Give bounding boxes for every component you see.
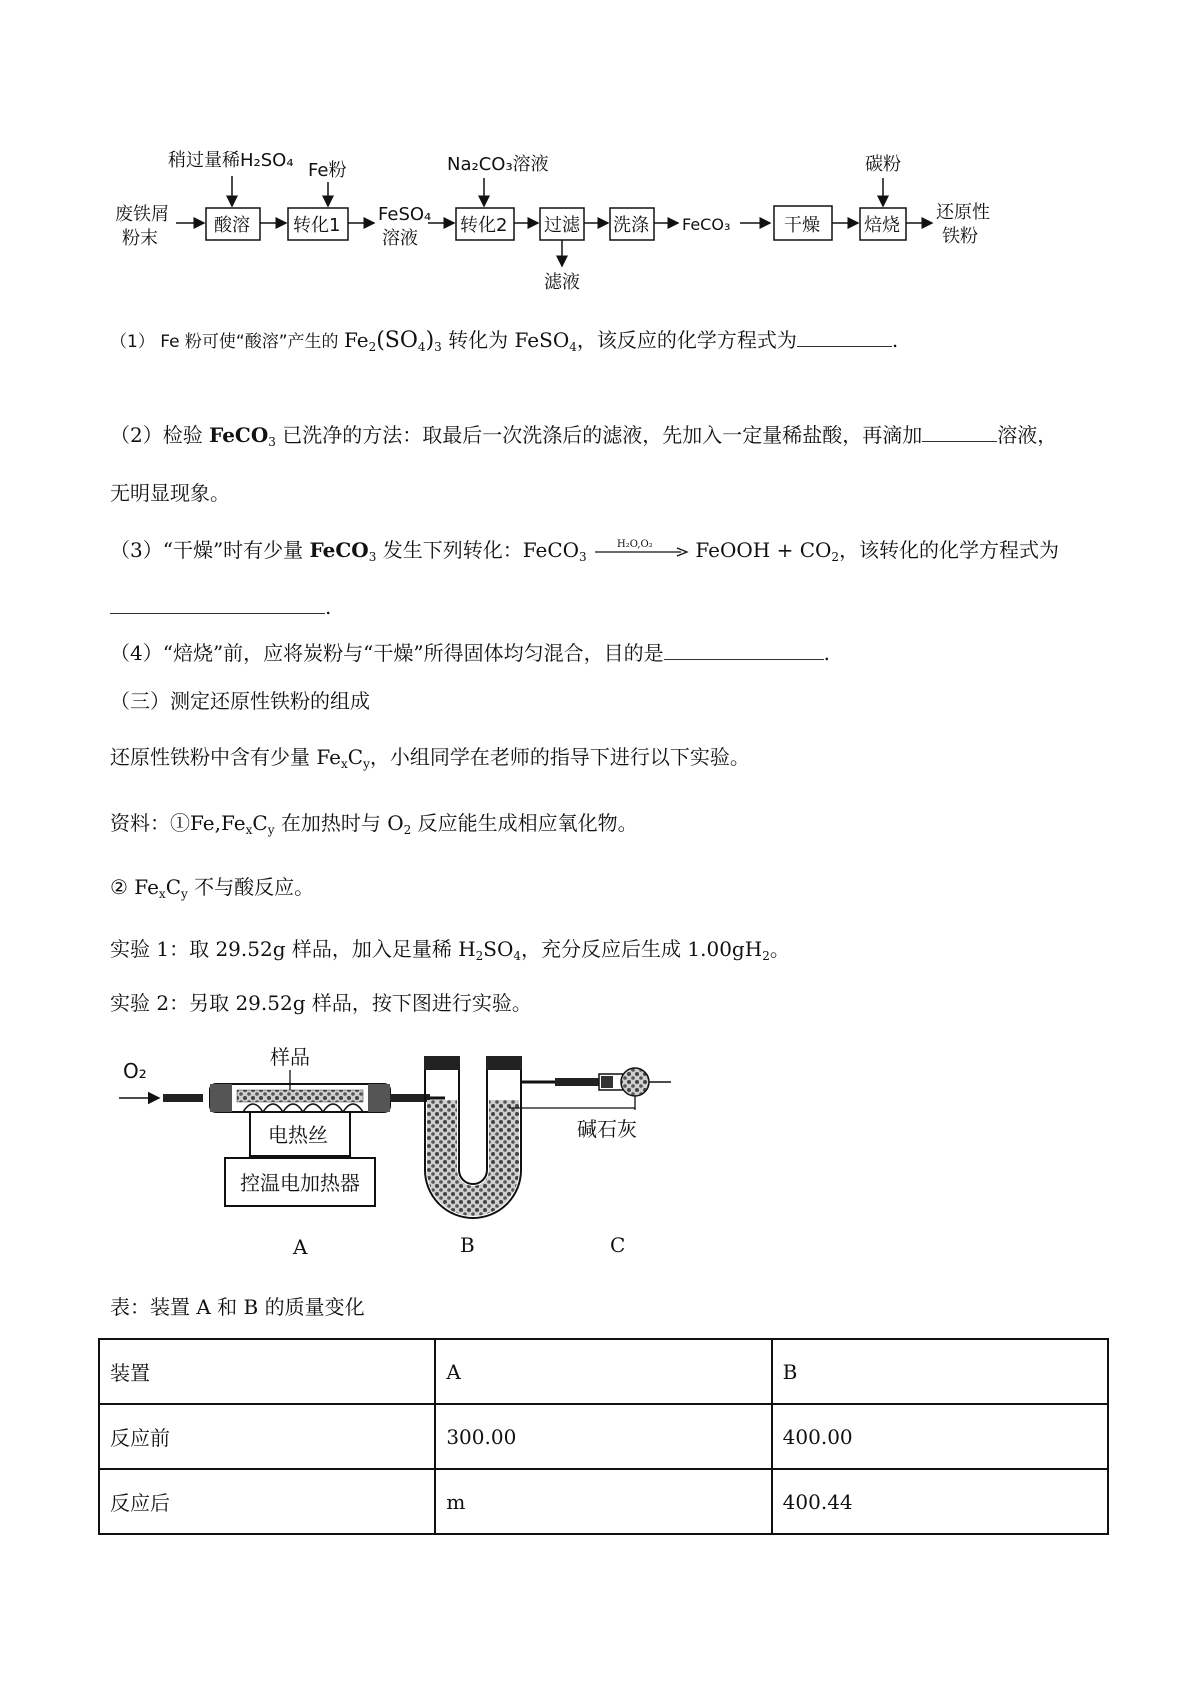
info2-prefix: ② xyxy=(110,875,128,899)
q1-close: ) xyxy=(425,328,435,353)
label-a: A xyxy=(293,1235,308,1259)
q1-prefix: （1） Fe 粉可使“酸溶”产生的 xyxy=(110,332,344,352)
exp1-prefix: 实验 1：取 29.52g 样品，加入足量稀 H xyxy=(110,937,476,961)
table-row xyxy=(99,1404,1108,1469)
q1-formula-feso4: FeSO xyxy=(514,328,570,352)
table-cell: 装置 xyxy=(99,1339,435,1404)
intermediate-feco3: FeCO₃ xyxy=(682,215,731,234)
exp1-mid2: ，充分反应后生成 1.00gH xyxy=(521,937,763,961)
table-row xyxy=(99,1469,1108,1534)
q3-reactant: FeCO xyxy=(522,538,580,562)
table-cell: 400.44 xyxy=(772,1469,1108,1534)
q2-sub: 3 xyxy=(268,435,276,449)
step-convert1: 转化1 xyxy=(293,215,341,236)
exp1-sub3: 2 xyxy=(762,949,770,963)
step-convert2: 转化2 xyxy=(460,215,508,236)
reaction-arrow xyxy=(593,538,689,562)
question-2-line2 xyxy=(110,478,230,508)
q3-sub: 3 xyxy=(368,550,377,564)
q2-line2: 无明显现象。 xyxy=(110,481,230,505)
section3-info1: 资料：$①Fe,Fe_xC_y$ 在加热时与 $O_2$ 反应能生成相应氧化物。 xyxy=(110,811,638,837)
q3-product-sub: 2 xyxy=(831,550,840,564)
arrow-condition: H₂O,O₂ xyxy=(617,538,653,550)
drying-tube-bulb xyxy=(621,1068,649,1096)
info1-sub: 2 xyxy=(403,823,412,837)
experiment-1 xyxy=(110,934,790,971)
step-filter: 过滤 xyxy=(544,215,580,236)
step-dry: 干燥 xyxy=(784,215,820,236)
start-material-line2: 粉末 xyxy=(122,228,158,249)
q2-answer-blank[interactable] xyxy=(922,423,997,442)
info2-suffix: 不与酸反应。 xyxy=(194,875,315,899)
q4-end: . xyxy=(823,641,830,665)
soda-lime-label: 碱石灰 xyxy=(577,1117,637,1141)
exp1-end: 。 xyxy=(769,937,790,961)
experiment-2 xyxy=(110,988,532,1018)
intro-prefix: 还原性铁粉中含有少量 xyxy=(110,745,317,769)
table-caption xyxy=(110,1292,365,1322)
q1-end: . xyxy=(891,328,899,352)
section3-info2: ② $Fe_xC_y$ 不与酸反应。 xyxy=(110,875,315,901)
info1-suffix: 反应能生成相应氧化物。 xyxy=(411,811,638,835)
table-caption-text: 表：装置 A 和 B 的质量变化 xyxy=(110,1295,365,1319)
q4-text: （4）“焙烧”前，应将炭粉与“干燥”所得固体均匀混合，目的是 xyxy=(110,641,664,665)
exp2-text: 实验 2：另取 29.52g 样品，按下图进行实验。 xyxy=(110,991,532,1015)
table-cell: 反应前 xyxy=(99,1404,435,1469)
q1-so: (SO xyxy=(376,328,418,353)
info1-prefix: 资料：① xyxy=(110,811,190,835)
question-3-line2 xyxy=(110,592,331,622)
q1-answer-blank[interactable] xyxy=(797,328,892,347)
q3-reactant-sub: 3 xyxy=(579,550,587,564)
q2-prefix: （2）检验 xyxy=(110,423,210,447)
q1-sub3: 3 xyxy=(434,340,442,354)
q1-sub: 2 xyxy=(368,340,377,354)
exp1-sub2: 4 xyxy=(513,949,522,963)
table-cell: 300.00 xyxy=(435,1404,771,1469)
q3-prefix: （3）“干燥”时有少量 xyxy=(110,538,310,562)
table-cell: A xyxy=(435,1339,771,1404)
question-3 xyxy=(110,535,1059,572)
mass-change-table xyxy=(98,1338,1109,1535)
question-2 xyxy=(110,420,1057,457)
table-cell: m xyxy=(435,1469,771,1534)
exp1-mid: SO xyxy=(483,937,514,961)
intro-suffix: ，小组同学在老师的指导下进行以下实验。 xyxy=(369,745,750,769)
step-acid-dissolve: 酸溶 xyxy=(214,215,250,236)
table-cell: 反应后 xyxy=(99,1469,435,1534)
heating-wire-label: 电热丝 xyxy=(268,1123,328,1147)
step-wash: 洗涤 xyxy=(613,215,649,236)
q3-product: FeOOH + CO xyxy=(695,538,832,562)
input-na2co3: Na₂CO₃溶液 xyxy=(447,154,549,175)
section3-heading xyxy=(110,686,370,716)
q2-mid: 已洗净的方法：取最后一次洗涤后的滤液，先加入一定量稀盐酸，再滴加 xyxy=(275,423,923,447)
q3-suffix: ，该转化的化学方程式为 xyxy=(839,538,1060,562)
heater-label: 控温电加热器 xyxy=(240,1171,360,1195)
section3-heading-text: （三）测定还原性铁粉的组成 xyxy=(110,689,370,713)
label-b: B xyxy=(460,1233,475,1257)
section3-intro: 还原性铁粉中含有少量 $Fe_xC_y$，小组同学在老师的指导下进行以下实验。 xyxy=(110,745,750,771)
product-line1: 还原性 xyxy=(936,202,990,223)
q2-suffix: 溶液， xyxy=(997,423,1058,447)
q1-sub4: 4 xyxy=(569,340,577,354)
q1-mid: 转化为 xyxy=(441,328,515,352)
table-cell: 400.00 xyxy=(772,1404,1108,1469)
apparatus-diagram xyxy=(115,1040,715,1280)
start-material-line1: 废铁屑 xyxy=(115,204,169,225)
o2-label: O₂ xyxy=(123,1059,147,1083)
q1-formula-fe: Fe xyxy=(343,328,369,352)
sample-label: 样品 xyxy=(270,1045,310,1069)
input-carbon: 碳粉 xyxy=(865,154,901,175)
question-1 xyxy=(110,325,898,362)
input-fe-powder: Fe粉 xyxy=(308,160,347,181)
intermediate-feso4: FeSO₄ xyxy=(378,204,432,225)
q3-formula: FeCO xyxy=(309,538,369,562)
filtrate-label: 滤液 xyxy=(544,272,580,293)
intermediate-solution: 溶液 xyxy=(382,228,418,249)
q3-end: . xyxy=(325,595,332,619)
q2-formula: FeCO xyxy=(209,423,269,447)
question-4 xyxy=(110,638,830,668)
table-cell: B xyxy=(772,1339,1108,1404)
q1-sub2: 4 xyxy=(417,340,426,354)
q1-suffix: ，该反应的化学方程式为 xyxy=(576,328,797,352)
exp1-sub1: 2 xyxy=(475,949,484,963)
label-c: C xyxy=(610,1233,626,1257)
info1-mid: 在加热时与 O xyxy=(280,811,404,835)
table-row xyxy=(99,1339,1108,1404)
input-acid: 稍过量稀H₂SO₄ xyxy=(168,150,294,171)
q4-answer-blank[interactable] xyxy=(664,641,824,660)
product-line2: 铁粉 xyxy=(942,226,978,247)
q3-answer-blank[interactable] xyxy=(110,595,325,614)
process-flowchart xyxy=(110,140,1110,315)
q3-mid: 发生下列转化： xyxy=(376,538,523,562)
step-roast: 焙烧 xyxy=(864,215,900,236)
